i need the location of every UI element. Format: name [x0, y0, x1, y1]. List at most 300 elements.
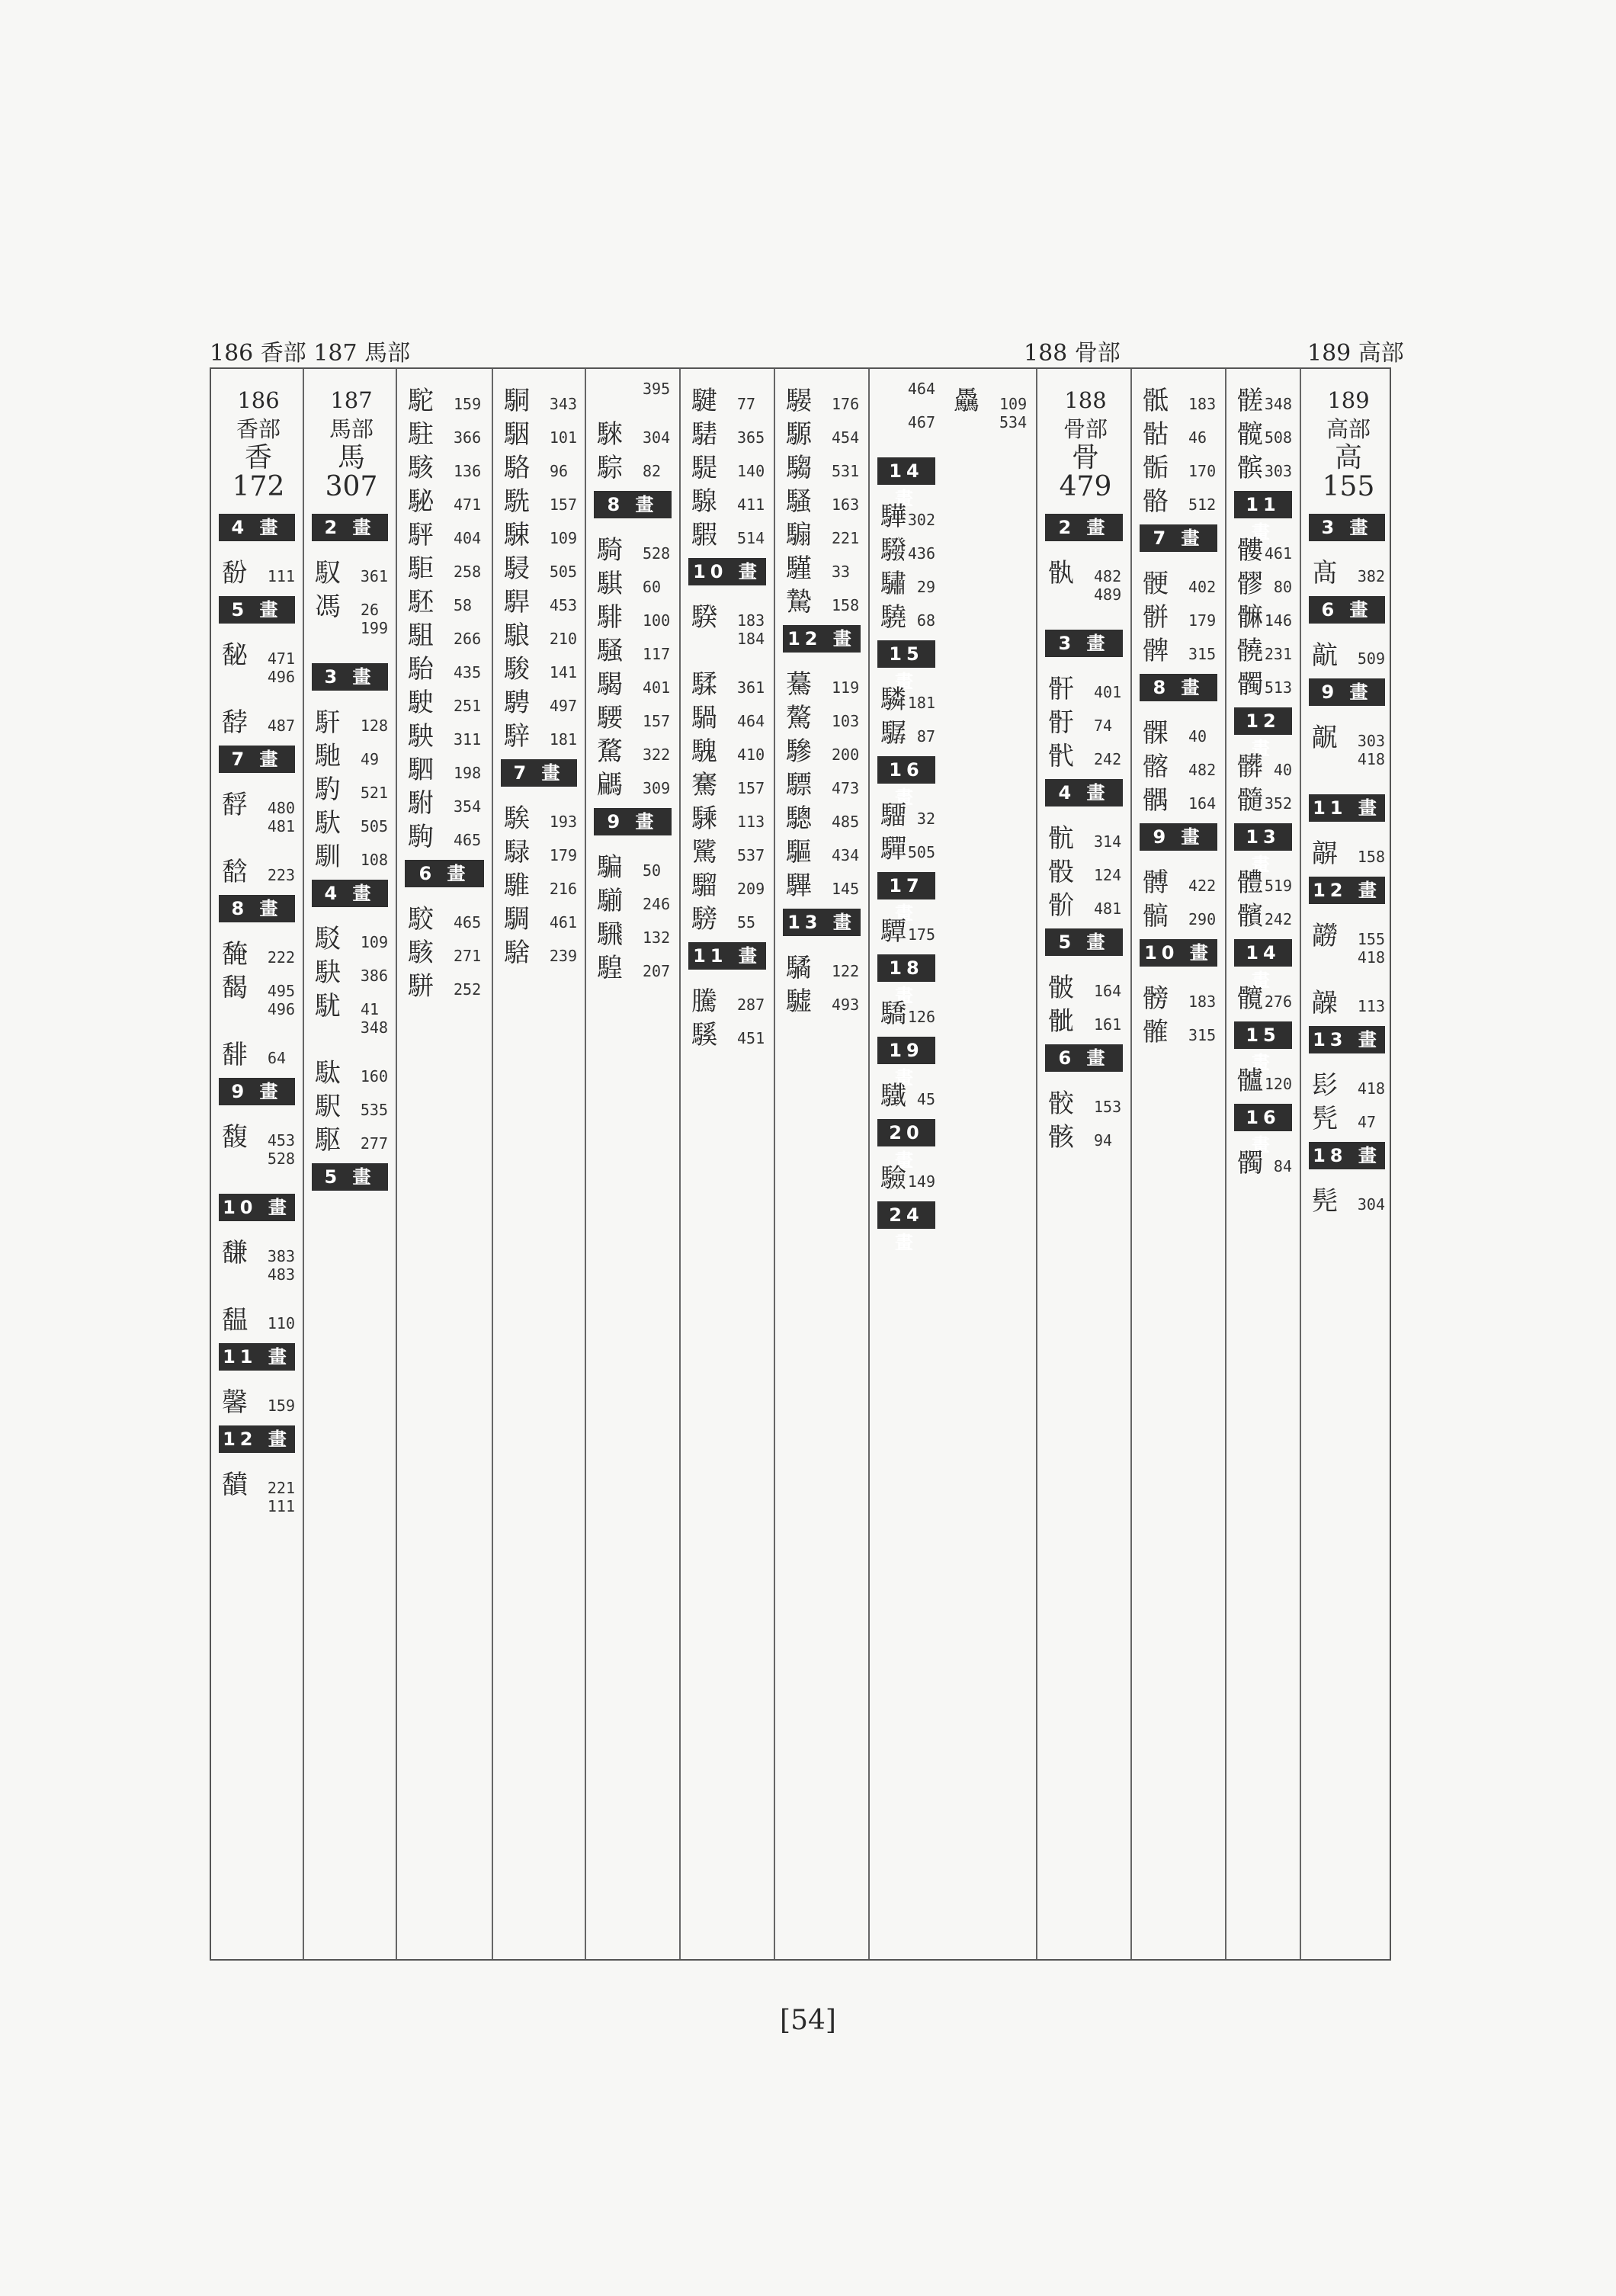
index-entry: [1048, 585, 1123, 619]
index-entry: [408, 681, 484, 718]
entry-page-number: 453: [549, 596, 577, 614]
entry-character: 驖: [880, 1081, 906, 1111]
stroke-count-label: 13 畫: [783, 909, 861, 936]
stroke-count-label: 11 畫: [1309, 794, 1385, 822]
index-entry: [691, 797, 766, 834]
entry-character: 髚: [1312, 640, 1338, 671]
index-entry: [504, 380, 577, 416]
entry-character: 馴: [315, 842, 341, 872]
radical-heading-line: 骨 479: [1059, 442, 1112, 502]
index-entry: [1048, 735, 1123, 771]
index-entry: [504, 797, 577, 834]
entry-page-number: 315: [1188, 1026, 1217, 1044]
entry-page-number: 464: [737, 712, 765, 730]
entry-character: 駘: [408, 654, 434, 685]
entry-character: 髉: [1143, 1017, 1169, 1047]
entry-page-number: 512: [1188, 495, 1217, 514]
entry-character: 騜: [597, 953, 623, 983]
index-entry: [691, 413, 766, 450]
entry-character: 骰: [1048, 857, 1074, 887]
entry-character: 騑: [597, 602, 623, 633]
index-entry: [597, 697, 672, 733]
index-entry: [222, 1497, 295, 1531]
stroke-count-label: 14 畫: [1234, 939, 1292, 967]
stroke-count-label: 16 畫: [1234, 1104, 1292, 1131]
entry-character: 馰: [315, 774, 341, 805]
entry-page-number: 496: [267, 668, 295, 686]
index-entry: [691, 596, 766, 633]
index-entry: [786, 663, 861, 700]
entry-page-number: 537: [737, 846, 765, 864]
index-column: [775, 369, 870, 1959]
entry-character: 駙: [408, 788, 434, 819]
entry-character: 骹: [1048, 1089, 1074, 1119]
entry-page-number: 32: [916, 810, 935, 828]
index-entry: [786, 947, 861, 983]
entry-page-number: 158: [832, 596, 860, 614]
entry-page-number: 481: [1094, 899, 1122, 918]
index-entry: [597, 529, 672, 566]
entry-page-number: 242: [1094, 750, 1122, 768]
header-right-radical: 189 高部: [1307, 340, 1404, 367]
entry-page-number: 528: [643, 544, 671, 563]
index-entry: [1312, 1180, 1385, 1217]
index-entry: [786, 697, 861, 733]
entry-page-number: 465: [454, 831, 482, 849]
index-entry: [954, 413, 1028, 447]
stroke-count-label: 12 畫: [219, 1425, 295, 1453]
index-entry: [408, 648, 484, 685]
index-entry: [597, 596, 672, 633]
entry-page-number: 181: [549, 730, 577, 749]
entry-character: 騇: [504, 938, 530, 968]
entry-character: 駆: [315, 1125, 341, 1156]
entry-page-number: 287: [737, 996, 765, 1014]
entry-character: 騬: [691, 803, 717, 834]
entry-character: 駀: [315, 991, 341, 1021]
entry-character: 髑: [1237, 669, 1263, 700]
entry-page-number: 119: [832, 678, 860, 697]
index-entry: [504, 614, 577, 651]
index-entry: [222, 1381, 295, 1418]
index-entry: [880, 1075, 935, 1111]
entry-character: 骺: [1143, 453, 1169, 483]
index-entry: [1143, 712, 1217, 749]
entry-page-number: 366: [454, 428, 482, 447]
index-table: [210, 367, 1391, 1961]
index-entry: [1312, 832, 1385, 869]
stroke-count-label: 4 畫: [1045, 779, 1123, 806]
entry-character: 驁: [786, 703, 812, 733]
index-entry: [1048, 967, 1123, 1003]
page-number: [54]: [780, 2005, 836, 2036]
entry-character: 髌: [1237, 453, 1263, 483]
entry-page-number: 109: [549, 529, 577, 547]
index-entry: [1237, 779, 1292, 816]
entry-page-number: 508: [1264, 428, 1292, 447]
entry-character: 髜: [1312, 839, 1338, 869]
entry-page-number: 124: [1094, 866, 1122, 884]
entry-character: 騠: [691, 453, 717, 483]
stroke-count-label: 17 畫: [877, 872, 935, 899]
stroke-count-label: 24 畫: [877, 1201, 935, 1229]
entry-page-number: 496: [267, 1000, 295, 1018]
index-entry: [880, 712, 935, 749]
entry-page-number: 535: [360, 1101, 388, 1119]
entry-character: 驀: [786, 669, 812, 700]
entry-page-number: 223: [267, 866, 295, 884]
entry-page-number: 74: [1094, 717, 1113, 735]
index-entry: [1312, 634, 1385, 671]
entry-page-number: 401: [1094, 683, 1122, 701]
index-entry: [1048, 817, 1123, 854]
entry-character: 驫: [954, 386, 980, 416]
entry-page-number: 361: [737, 678, 765, 697]
entry-character: 驑: [880, 800, 906, 831]
entry-character: 馱: [315, 808, 341, 839]
index-entry: [315, 1085, 388, 1122]
index-entry: [597, 880, 672, 916]
entry-character: 髑: [1237, 1148, 1263, 1178]
index-entry: [504, 898, 577, 935]
entry-character: 騆: [504, 904, 530, 935]
entry-page-number: 487: [267, 717, 295, 735]
index-column: [1301, 369, 1393, 1959]
entry-page-number: 159: [267, 1397, 295, 1415]
entry-page-number: 411: [737, 495, 765, 514]
index-entry: [408, 447, 484, 483]
entry-character: 駚: [408, 721, 434, 752]
entry-page-number: 40: [1188, 727, 1207, 746]
entry-character: 骯: [1048, 823, 1074, 854]
entry-page-number: 108: [360, 851, 388, 869]
index-entry: [1143, 596, 1217, 633]
entry-page-number: 251: [454, 697, 482, 715]
entry-page-number: 87: [916, 727, 935, 746]
entry-character: 馦: [222, 1238, 248, 1268]
entry-page-number: 175: [907, 925, 935, 944]
radical-heading-line: 骨部: [1063, 416, 1108, 442]
entry-character: 馤: [222, 973, 248, 1003]
entry-page-number: 322: [643, 746, 671, 764]
index-entry: [691, 1014, 766, 1050]
entry-page-number: 157: [549, 495, 577, 514]
index-entry: [408, 614, 484, 651]
entry-character: 騄: [504, 837, 530, 867]
index-entry: [597, 846, 672, 883]
entry-character: 骮: [1048, 741, 1074, 771]
radical-heading-line: 187: [330, 387, 373, 413]
entry-page-number: 200: [832, 746, 860, 764]
index-column: [493, 369, 586, 1959]
index-entry: [222, 1265, 295, 1299]
radical-heading-line: 馬 307: [325, 442, 378, 502]
stroke-count-label: 8 畫: [594, 491, 672, 518]
entry-character: 駝: [408, 386, 434, 416]
entry-page-number: 46: [1188, 428, 1207, 447]
index-entry: [408, 581, 484, 617]
entry-character: 騭: [691, 837, 717, 867]
index-entry: [1143, 447, 1217, 483]
entry-page-number: 271: [454, 947, 482, 965]
entry-page-number: 158: [1357, 848, 1385, 866]
index-entry: [504, 514, 577, 550]
entry-character: 骬: [1048, 707, 1074, 738]
index-entry: [786, 480, 861, 517]
index-entry: [315, 701, 388, 738]
entry-character: 髖: [1237, 983, 1263, 1014]
radical-heading-line: 高部: [1326, 416, 1371, 442]
index-entry: [408, 547, 484, 584]
entry-character: 騩: [691, 736, 717, 767]
entry-page-number: 482: [1094, 567, 1122, 585]
index-entry: [597, 413, 672, 450]
index-entry: [315, 918, 388, 954]
entry-page-number: 489: [1094, 585, 1122, 604]
entry-character: 骼: [1143, 486, 1169, 517]
entry-page-number: 207: [643, 962, 671, 980]
index-entry: [408, 965, 484, 1002]
entry-character: 馮: [315, 592, 341, 622]
index-entry: [1237, 380, 1292, 416]
entry-page-number: 29: [916, 578, 935, 596]
entry-page-number: 64: [268, 1049, 287, 1067]
index-entry: [222, 784, 295, 820]
stroke-count-label: 2 畫: [312, 514, 388, 541]
index-entry: [1237, 563, 1292, 599]
entry-character: 驎: [880, 685, 906, 715]
entry-character: 駻: [504, 587, 530, 617]
entry-page-number: 181: [907, 694, 935, 712]
entry-character: 騺: [786, 587, 812, 617]
radical-heading-line: 186: [237, 387, 280, 413]
index-column: [304, 369, 397, 1959]
index-entry: [315, 585, 388, 622]
index-entry: [786, 797, 861, 834]
entry-page-number: 41: [361, 1000, 380, 1018]
entry-page-number: 436: [907, 544, 935, 563]
entry-character: 驋: [880, 535, 906, 566]
index-entry: [1312, 1098, 1385, 1134]
stroke-count-label: 9 畫: [1140, 823, 1217, 851]
entry-page-number: 239: [549, 947, 577, 965]
index-entry: [1048, 1116, 1123, 1153]
entry-character: 髎: [1237, 569, 1263, 599]
entry-character: 馡: [222, 1040, 248, 1070]
index-entry: [222, 851, 295, 887]
entry-page-number: 122: [832, 962, 860, 980]
entry-character: 馯: [315, 707, 341, 738]
entry-page-number: 179: [549, 846, 577, 864]
entry-character: 髙: [1312, 558, 1338, 588]
entry-page-number: 483: [267, 1265, 295, 1284]
entry-character: 驈: [786, 953, 812, 983]
entry-page-number: 209: [737, 880, 765, 898]
entry-character: 驄: [786, 803, 812, 834]
entry-page-number: 509: [1357, 649, 1385, 668]
index-entry: [1237, 596, 1292, 633]
index-entry: [315, 619, 388, 653]
entry-character: 驍: [880, 602, 906, 633]
entry-page-number: 222: [267, 948, 295, 967]
index-entry: [315, 951, 388, 988]
entry-page-number: 246: [643, 895, 671, 913]
index-entry: [1048, 1000, 1123, 1037]
entry-character: 馩: [222, 1470, 248, 1500]
entry-page-number: 311: [454, 730, 482, 749]
index-entry: [504, 715, 577, 752]
index-entry: [408, 514, 484, 550]
index-entry: [1048, 884, 1123, 921]
entry-character: 驃: [786, 770, 812, 800]
entry-page-number: 505: [360, 817, 388, 835]
entry-page-number: 519: [1264, 877, 1292, 895]
entry-page-number: 514: [737, 529, 765, 547]
entry-character: 骱: [1048, 890, 1074, 921]
index-entry: [504, 413, 577, 450]
index-entry: [597, 563, 672, 599]
index-entry: [315, 835, 388, 872]
entry-page-number: 210: [549, 630, 577, 648]
entry-character: 騡: [691, 486, 717, 517]
entry-page-number: 454: [832, 428, 860, 447]
entry-character: 髈: [1143, 983, 1169, 1014]
entry-page-number: 96: [550, 462, 569, 480]
entry-character: 骸: [1048, 1122, 1074, 1153]
entry-page-number: 505: [549, 563, 577, 581]
entry-page-number: 386: [360, 967, 388, 985]
index-entry: [222, 1464, 295, 1500]
index-entry: [504, 864, 577, 901]
entry-page-number: 528: [267, 1150, 295, 1168]
entry-page-number: 453: [267, 1131, 295, 1150]
entry-character: 騯: [691, 904, 717, 935]
entry-character: 髗: [1237, 1066, 1263, 1096]
entry-page-number: 221: [267, 1479, 295, 1497]
entry-page-number: 304: [1357, 1195, 1385, 1214]
entry-page-number: 352: [1264, 794, 1292, 813]
entry-character: 駄: [315, 1058, 341, 1089]
entry-character: 騛: [597, 919, 623, 950]
radical-heading-line: 香 172: [232, 442, 285, 502]
entry-character: 駮: [408, 904, 434, 935]
stroke-count-label: 10 畫: [688, 558, 766, 585]
index-entry: [691, 864, 766, 901]
entry-character: 騹: [786, 553, 812, 584]
entry-character: 馭: [315, 558, 341, 588]
entry-page-number: 193: [549, 813, 577, 831]
stroke-count-label: 9 畫: [1309, 678, 1385, 706]
entry-character: 駐: [408, 419, 434, 450]
entry-character: 駱: [504, 453, 530, 483]
index-entry: [315, 1018, 388, 1052]
stroke-count-label: 19 畫: [877, 1037, 935, 1064]
entry-character: 驉: [786, 986, 812, 1017]
index-entry: [786, 447, 861, 483]
entry-page-number: 354: [454, 797, 482, 816]
entry-character: 騷: [786, 486, 812, 517]
index-entry: [408, 932, 484, 968]
entry-character: 騮: [691, 871, 717, 901]
index-entry: [222, 1116, 295, 1153]
entry-page-number: 198: [454, 764, 482, 782]
entry-character: 髛: [1312, 723, 1338, 753]
index-entry: [880, 380, 935, 413]
entry-character: 騅: [504, 871, 530, 901]
index-entry: [504, 581, 577, 617]
entry-page-number: 314: [1094, 832, 1122, 851]
stroke-count-label: 2 畫: [1045, 514, 1123, 541]
radical-heading-line: 高 155: [1322, 442, 1375, 502]
entry-page-number: 451: [737, 1029, 765, 1047]
index-entry: [691, 898, 766, 935]
index-entry: [315, 802, 388, 839]
index-entry: [222, 701, 295, 738]
entry-page-number: 461: [549, 913, 577, 932]
entry-character: 駒: [408, 822, 434, 852]
index-entry: [504, 480, 577, 517]
entry-page-number: 471: [454, 495, 482, 514]
entry-character: 馧: [222, 1305, 248, 1336]
entry-page-number: 348: [1264, 395, 1292, 413]
entry-character: 騶: [786, 453, 812, 483]
entry-page-number: 365: [737, 428, 765, 447]
entry-character: 骫: [1048, 558, 1074, 588]
index-entry: [786, 380, 861, 416]
entry-page-number: 521: [360, 784, 388, 802]
index-entry: [315, 768, 388, 805]
entry-page-number: 160: [360, 1067, 388, 1085]
index-entry: [597, 730, 672, 767]
entry-page-number: 109: [360, 933, 388, 951]
index-entry: [880, 529, 935, 566]
index-entry: [408, 413, 484, 450]
entry-character: 駜: [408, 486, 434, 517]
index-entry: [691, 480, 766, 517]
index-entry: [504, 648, 577, 685]
index-entry: [408, 749, 484, 785]
index-entry: [597, 947, 672, 983]
entry-page-number: 161: [1094, 1015, 1122, 1034]
entry-page-number: 348: [360, 1018, 388, 1037]
index-entry: [408, 782, 484, 819]
index-entry: [1312, 750, 1385, 784]
stroke-count-label: 6 畫: [1309, 596, 1385, 624]
index-entry: [1143, 746, 1217, 782]
entry-character: 駺: [504, 620, 530, 651]
index-entry: [1143, 1011, 1217, 1047]
stroke-count-label: 11 畫: [688, 942, 766, 970]
radical-heading-line: 馬部: [329, 416, 374, 442]
index-entry: [880, 596, 935, 633]
index-entry: [1048, 1082, 1123, 1119]
index-entry: [597, 663, 672, 700]
entry-page-number: 113: [1357, 997, 1385, 1015]
index-entry: [880, 794, 935, 831]
entry-page-number: 164: [1094, 982, 1122, 1000]
entry-character: 馞: [222, 707, 248, 738]
entry-page-number: 58: [454, 596, 473, 614]
index-entry: [1237, 1142, 1292, 1178]
entry-character: 髂: [1143, 752, 1169, 782]
stroke-count-label: 7 畫: [219, 746, 295, 773]
entry-page-number: 383: [267, 1247, 295, 1265]
entry-character: 駧: [504, 386, 530, 416]
index-entry: [786, 547, 861, 584]
entry-character: 髡: [1312, 1186, 1338, 1217]
entry-page-number: 418: [1357, 1079, 1385, 1098]
index-entry: [597, 447, 672, 483]
